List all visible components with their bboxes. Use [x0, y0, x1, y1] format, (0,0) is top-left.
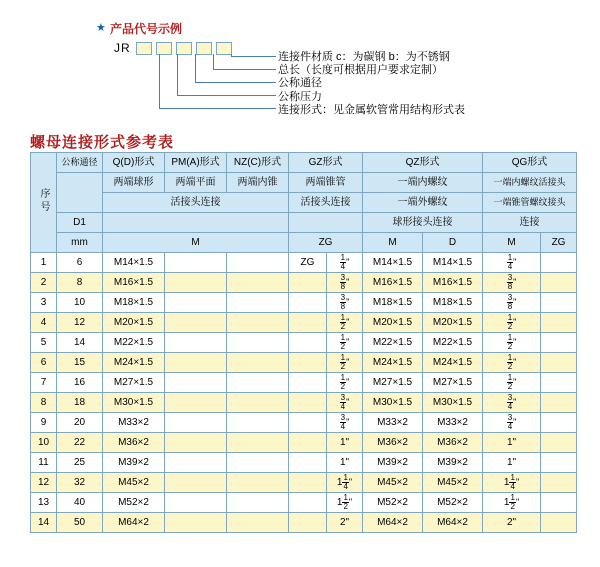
cell-gz-zg: $\frac{3}{8}$ " [327, 293, 363, 313]
table-row [31, 433, 577, 453]
cell-qz-m: M24×1.5 [363, 353, 423, 373]
header-type-gz: 两端锥管 [289, 173, 363, 193]
cell-gz-zg: 1" [327, 433, 363, 453]
cell-gz-m [289, 393, 327, 413]
cell-gz-m [289, 453, 327, 473]
cell-pm [165, 453, 227, 473]
cell-qz-m: M39×2 [363, 453, 423, 473]
cell-qg-zg [541, 373, 577, 393]
table-row [31, 393, 577, 413]
cell-qz-m: M18×1.5 [363, 293, 423, 313]
cell-gz-m [289, 273, 327, 293]
cell-dn: 22 [57, 433, 103, 453]
cell-seq: 10 [31, 433, 57, 453]
cell-q: M52×2 [103, 493, 165, 513]
cell-nz [227, 273, 289, 293]
header-group-qg: QG形式 [483, 153, 577, 173]
header-seq-label: 序号 [38, 188, 49, 214]
header-row-d1 [31, 213, 577, 233]
cell-qg-m: 1 $\frac{1}{2}$ " [483, 493, 541, 513]
cell-nz [227, 333, 289, 353]
cell-seq: 1 [31, 253, 57, 273]
cell-gz-m [289, 433, 327, 453]
header-seq [31, 153, 57, 253]
cell-q: M45×2 [103, 473, 165, 493]
cell-qg-m: 1" [483, 453, 541, 473]
cell-qz-d: M16×1.5 [423, 273, 483, 293]
cell-pm [165, 353, 227, 373]
cell-gz-zg: $\frac{3}{4}$ " [327, 413, 363, 433]
header-conn-left: 活接头连接 [103, 193, 289, 213]
legend-title: 产品代号示例 [110, 22, 183, 36]
cell-nz [227, 353, 289, 373]
header-unit-zg: ZG [289, 233, 363, 253]
cell-dn: 18 [57, 393, 103, 413]
header-type-q: 两端球形 [103, 173, 165, 193]
table-row [31, 513, 577, 533]
cell-q: M22×1.5 [103, 333, 165, 353]
cell-qg-zg [541, 253, 577, 273]
table-body [31, 253, 577, 533]
header-row-conn [31, 193, 577, 213]
cell-dn: 10 [57, 293, 103, 313]
cell-gz-zg: $\frac{1}{2}$ " [327, 373, 363, 393]
cell-pm [165, 273, 227, 293]
cell-q: M39×2 [103, 453, 165, 473]
header-conn2-qg: 连接 [483, 213, 577, 233]
cell-qz-d: M36×2 [423, 433, 483, 453]
cell-qz-m: M33×2 [363, 413, 423, 433]
header-unit-m: M [103, 233, 289, 253]
cell-qg-m: $\frac{3}{8}$ " [483, 273, 541, 293]
cell-seq: 5 [31, 333, 57, 353]
cell-qg-zg [541, 453, 577, 473]
cell-seq: 3 [31, 293, 57, 313]
header-unit-d: D [423, 233, 483, 253]
cell-pm [165, 513, 227, 533]
cell-seq: 2 [31, 273, 57, 293]
cell-pm [165, 393, 227, 413]
cell-dn: 32 [57, 473, 103, 493]
header-type-nz: 两端内锥 [227, 173, 289, 193]
cell-dn: 25 [57, 453, 103, 473]
table-row [31, 293, 577, 313]
leader-line-5 [159, 54, 276, 109]
cell-pm [165, 473, 227, 493]
header-type-qg: 一端内螺纹活接头 [483, 173, 577, 193]
cell-qg-m: $\frac{3}{8}$ " [483, 293, 541, 313]
cell-pm [165, 433, 227, 453]
product-code-legend [0, 0, 600, 130]
header-group-nz: NZ(C)形式 [227, 153, 289, 173]
cell-nz [227, 373, 289, 393]
cell-qg-m: $\frac{1}{2}$ " [483, 353, 541, 373]
cell-q: M16×1.5 [103, 273, 165, 293]
cell-seq: 8 [31, 393, 57, 413]
cell-qg-zg [541, 473, 577, 493]
header-blank-gz [289, 213, 363, 233]
cell-gz-zg: 2" [327, 513, 363, 533]
header-conn-qz: 一端外螺纹 [363, 193, 483, 213]
legend-label-3: 公称通径 [278, 77, 322, 89]
cell-gz-zg: $\frac{1}{4}$ " [327, 253, 363, 273]
cell-qg-zg [541, 413, 577, 433]
table-row [31, 373, 577, 393]
legend-label-4: 公称压力 [278, 91, 322, 103]
cell-gz-m [289, 313, 327, 333]
cell-dn: 14 [57, 333, 103, 353]
cell-gz-zg: $\frac{1}{2}$ " [327, 313, 363, 333]
cell-qg-m: $\frac{3}{4}$ " [483, 413, 541, 433]
cell-pm [165, 373, 227, 393]
table-row [31, 273, 577, 293]
cell-qz-d: M20×1.5 [423, 313, 483, 333]
cell-pm [165, 293, 227, 313]
header-ball-qz: 球形接头连接 [363, 213, 483, 233]
cell-nz [227, 253, 289, 273]
cell-qg-zg [541, 313, 577, 333]
cell-qg-m: $\frac{3}{4}$ " [483, 393, 541, 413]
cell-gz-m [289, 333, 327, 353]
cell-qg-m: $\frac{1}{2}$ " [483, 373, 541, 393]
cell-nz [227, 433, 289, 453]
cell-gz-m [289, 293, 327, 313]
cell-gz-m [289, 373, 327, 393]
table-row [31, 353, 577, 373]
cell-gz-m [289, 513, 327, 533]
cell-qz-d: M45×2 [423, 473, 483, 493]
cell-qg-m: $\frac{1}{2}$ " [483, 333, 541, 353]
header-type-pm: 两端平面 [165, 173, 227, 193]
cell-dn: 6 [57, 253, 103, 273]
cell-qz-m: M14×1.5 [363, 253, 423, 273]
cell-dn: 15 [57, 353, 103, 373]
legend-label-5: 连接形式：见金属软管常用结构形式表 [278, 104, 465, 116]
cell-gz-m [289, 473, 327, 493]
header-dn: 公称通径 [57, 153, 103, 173]
cell-pm [165, 253, 227, 273]
cell-gz-m [289, 413, 327, 433]
cell-seq: 12 [31, 473, 57, 493]
cell-nz [227, 393, 289, 413]
cell-q: M30×1.5 [103, 393, 165, 413]
cell-qz-d: M22×1.5 [423, 333, 483, 353]
cell-seq: 9 [31, 413, 57, 433]
table-row [31, 313, 577, 333]
cell-gz-zg: $\frac{3}{8}$ " [327, 273, 363, 293]
cell-gz-zg: $\frac{3}{4}$ " [327, 393, 363, 413]
table-row [31, 453, 577, 473]
cell-qz-m: M36×2 [363, 433, 423, 453]
cell-qz-d: M33×2 [423, 413, 483, 433]
nut-connection-table [30, 152, 577, 533]
cell-qz-d: M14×1.5 [423, 253, 483, 273]
cell-qz-d: M18×1.5 [423, 293, 483, 313]
legend-label-1: 连接件材质 c：为碳钢 b：为不锈钢 [278, 51, 450, 63]
header-group-gz: GZ形式 [289, 153, 363, 173]
cell-seq: 13 [31, 493, 57, 513]
header-row-units [31, 233, 577, 253]
header-d1: D1 [57, 213, 103, 233]
header-blank-left [103, 213, 289, 233]
cell-nz [227, 313, 289, 333]
cell-qg-m: $\frac{1}{2}$ " [483, 313, 541, 333]
cell-gz-zg: 1 $\frac{1}{4}$ " [327, 473, 363, 493]
cell-qz-d: M52×2 [423, 493, 483, 513]
header-conn-qg: 一端锥管螺纹接头 [483, 193, 577, 213]
cell-q: M27×1.5 [103, 373, 165, 393]
cell-gz-m: ZG [289, 253, 327, 273]
code-box-1 [136, 42, 152, 55]
cell-qg-zg [541, 353, 577, 373]
cell-seq: 11 [31, 453, 57, 473]
cell-seq: 4 [31, 313, 57, 333]
table-row [31, 493, 577, 513]
legend-label-2: 总长（长度可根据用户要求定制） [278, 64, 443, 76]
cell-gz-zg: 1 $\frac{1}{2}$ " [327, 493, 363, 513]
cell-gz-m [289, 493, 327, 513]
cell-q: M24×1.5 [103, 353, 165, 373]
cell-q: M20×1.5 [103, 313, 165, 333]
cell-dn: 12 [57, 313, 103, 333]
cell-qg-zg [541, 433, 577, 453]
cell-qz-m: M22×1.5 [363, 333, 423, 353]
table-row [31, 253, 577, 273]
cell-qz-m: M20×1.5 [363, 313, 423, 333]
header-group-q: Q(D)形式 [103, 153, 165, 173]
legend-prefix: JR [114, 41, 131, 55]
cell-gz-m [289, 353, 327, 373]
cell-qg-zg [541, 293, 577, 313]
cell-qz-d: M27×1.5 [423, 373, 483, 393]
cell-nz [227, 493, 289, 513]
cell-qz-m: M30×1.5 [363, 393, 423, 413]
header-unit-mm: mm [57, 233, 103, 253]
header-conn-gz: 活接头连接 [289, 193, 363, 213]
cell-nz [227, 513, 289, 533]
header-row-groups [31, 153, 577, 173]
cell-seq: 7 [31, 373, 57, 393]
cell-qg-m: 2" [483, 513, 541, 533]
header-group-qz: QZ形式 [363, 153, 483, 173]
table-row [31, 473, 577, 493]
cell-gz-zg: $\frac{1}{2}$ " [327, 353, 363, 373]
cell-q: M18×1.5 [103, 293, 165, 313]
cell-dn: 20 [57, 413, 103, 433]
header-group-pm: PM(A)形式 [165, 153, 227, 173]
cell-seq: 14 [31, 513, 57, 533]
cell-q: M33×2 [103, 413, 165, 433]
cell-qg-zg [541, 333, 577, 353]
cell-dn: 50 [57, 513, 103, 533]
header-unit-zg2: ZG [541, 233, 577, 253]
table-row [31, 333, 577, 353]
header-unit-m2: M [363, 233, 423, 253]
cell-qz-m: M16×1.5 [363, 273, 423, 293]
header-unit-m3: M [483, 233, 541, 253]
cell-dn: 8 [57, 273, 103, 293]
cell-qz-m: M52×2 [363, 493, 423, 513]
cell-qz-m: M64×2 [363, 513, 423, 533]
cell-qz-d: M39×2 [423, 453, 483, 473]
cell-qg-zg [541, 513, 577, 533]
cell-pm [165, 493, 227, 513]
cell-nz [227, 453, 289, 473]
cell-qz-m: M45×2 [363, 473, 423, 493]
cell-pm [165, 313, 227, 333]
cell-qg-m: 1" [483, 433, 541, 453]
cell-pm [165, 333, 227, 353]
cell-qz-d: M30×1.5 [423, 393, 483, 413]
cell-dn: 40 [57, 493, 103, 513]
cell-nz [227, 293, 289, 313]
cell-qz-d: M64×2 [423, 513, 483, 533]
cell-gz-zg: 1" [327, 453, 363, 473]
table-row [31, 413, 577, 433]
cell-seq: 6 [31, 353, 57, 373]
header-type-qz: 一端内螺纹 [363, 173, 483, 193]
cell-q: M14×1.5 [103, 253, 165, 273]
cell-qg-zg [541, 273, 577, 293]
cell-qg-m: $\frac{1}{4}$ " [483, 253, 541, 273]
star-icon: ★ [96, 22, 106, 34]
cell-qg-zg [541, 493, 577, 513]
header-dn-blank [57, 173, 103, 213]
table-title: 螺母连接形式参考表 [30, 134, 175, 151]
cell-q: M64×2 [103, 513, 165, 533]
cell-qz-d: M24×1.5 [423, 353, 483, 373]
cell-qg-m: 1 $\frac{1}{4}$ " [483, 473, 541, 493]
cell-q: M36×2 [103, 433, 165, 453]
cell-nz [227, 473, 289, 493]
cell-pm [165, 413, 227, 433]
cell-dn: 16 [57, 373, 103, 393]
cell-qz-m: M27×1.5 [363, 373, 423, 393]
header-row-type [31, 173, 577, 193]
cell-nz [227, 413, 289, 433]
cell-gz-zg: $\frac{1}{2}$ " [327, 333, 363, 353]
cell-qg-zg [541, 393, 577, 413]
